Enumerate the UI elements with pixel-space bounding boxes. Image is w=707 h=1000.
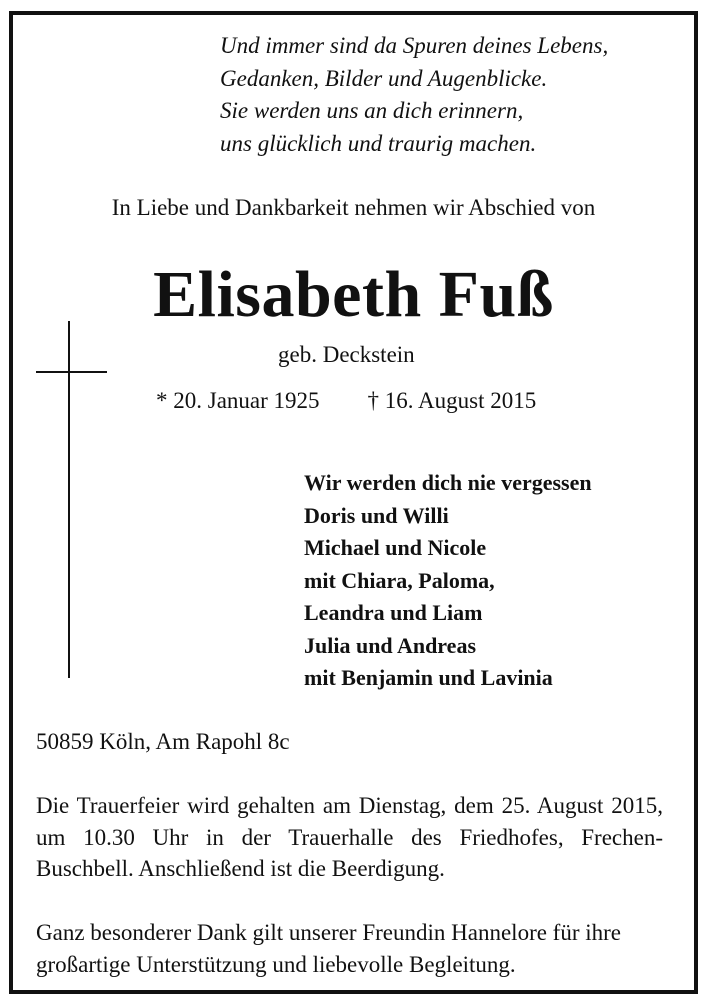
funeral-line: um 10.30 Uhr in der Trauerhalle des Friedhofes, Frechen- (36, 824, 663, 850)
mourner-line: Leandra und Liam (304, 600, 483, 625)
mourners-list (304, 467, 592, 695)
mourner-line: Doris und Willi (304, 502, 449, 528)
poem-line: Sie werden uns an dich erinnern, (220, 98, 524, 123)
family-address: 50859 Köln, Am Rapohl 8c (36, 729, 290, 754)
poem-line: uns glücklich und traurig machen. (220, 130, 537, 156)
maiden-name: geb. Deckstein (278, 342, 415, 367)
death-date: † 16. August 2015 (367, 388, 537, 413)
life-dates (156, 386, 536, 416)
deceased-name: Elisabeth Fuß (153, 258, 554, 331)
birth-date: * 20. Januar 1925 (156, 388, 320, 413)
poem-line: Und immer sind da Spuren deines Lebens, (220, 33, 609, 58)
mourner-line: mit Chiara, Paloma, (304, 567, 495, 593)
funeral-line: Die Trauerfeier wird gehalten am Dienstag, dem 25. August 2015, (36, 793, 663, 818)
mourner-line: mit Benjamin und Lavinia (304, 665, 553, 690)
funeral-notice (36, 790, 663, 885)
cross-icon-bar (36, 371, 107, 373)
mourner-line: Julia und Andreas (304, 632, 477, 658)
thanks-note (36, 917, 663, 980)
thanks-line: großartige Unterstützung und liebevolle Begleitung. (36, 951, 516, 977)
poem-line: Gedanken, Bilder und Augenblicke. (220, 65, 548, 91)
mourner-line: Michael und Nicole (304, 535, 487, 560)
funeral-line: Buschbell. Anschließend ist die Beerdigung. (36, 856, 445, 881)
cross-icon (68, 321, 70, 678)
farewell-intro: In Liebe und Dankbarkeit nehmen wir Abschied von (111, 195, 596, 220)
mourner-line: Wir werden dich nie vergessen (304, 470, 592, 495)
thanks-line: Ganz besonderer Dank gilt unserer Freundin Hannelore für ihre (36, 920, 622, 945)
memorial-poem (220, 30, 608, 160)
